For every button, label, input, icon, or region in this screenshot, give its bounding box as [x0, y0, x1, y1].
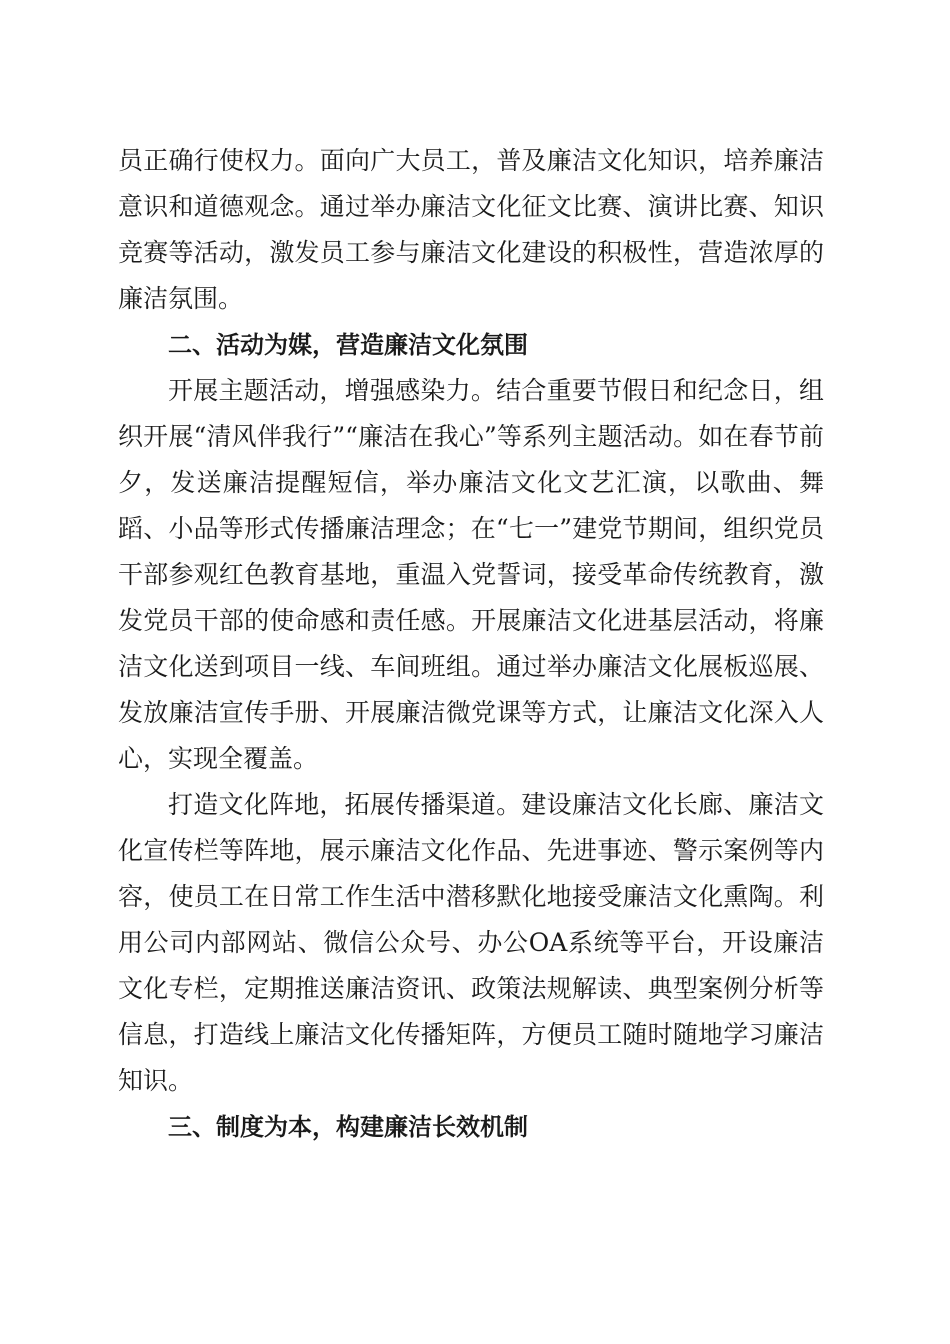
document-body [118, 138, 824, 1150]
body-paragraph-1: 员正确行使权力。面向广大员工，普及廉洁文化知识，培养廉洁意识和道德观念。通过举办廉洁文化征文比赛、演讲比赛、知识竞赛等活动，激发员工参与廉洁文化建设的积极性，营造浓厚的廉洁氛围。 [118, 146, 824, 313]
body-paragraph-culture-positions: 打造文化阵地，拓展传播渠道。建设廉洁文化长廊、廉洁文化宣传栏等阵地，展示廉洁文化作品、先进事迹、警示案例等内容，使员工在日常工作生活中潜移默化地接受廉洁文化熏陶。利用公司内部网站、微信公众号、办公OA系统等平台，开设廉洁文化专栏，定期推送廉洁资讯、政策法规解读、典型案例分析等信息，打造线上廉洁文化传播矩阵，方便员工随时随地学习廉洁知识。 [118, 790, 824, 1095]
body-paragraph-themed-activities: 开展主题活动，增强感染力。结合重要节假日和纪念日，组织开展“清风伴我行”“廉洁在我心”等系列主题活动。如在春节前夕，发送廉洁提醒短信，举办廉洁文化文艺汇演，以歌曲、舞蹈、小品等形式传播廉洁理念；在“七一”建党节期间，组织党员干部参观红色教育基地，重温入党誓词，接受革命传统教育，激发党员干部的使命感和责任感。开展廉洁文化进基层活动，将廉洁文化送到项目一线、车间班组。通过举办廉洁文化展板巡展、发放廉洁宣传手册、开展廉洁微党课等方式，让廉洁文化深入人心，实现全覆盖。 [118, 376, 824, 773]
section-heading-3: 三、制度为本，构建廉洁长效机制 [168, 1113, 528, 1141]
section-heading-2: 二、活动为媒，营造廉洁文化氛围 [168, 331, 528, 359]
